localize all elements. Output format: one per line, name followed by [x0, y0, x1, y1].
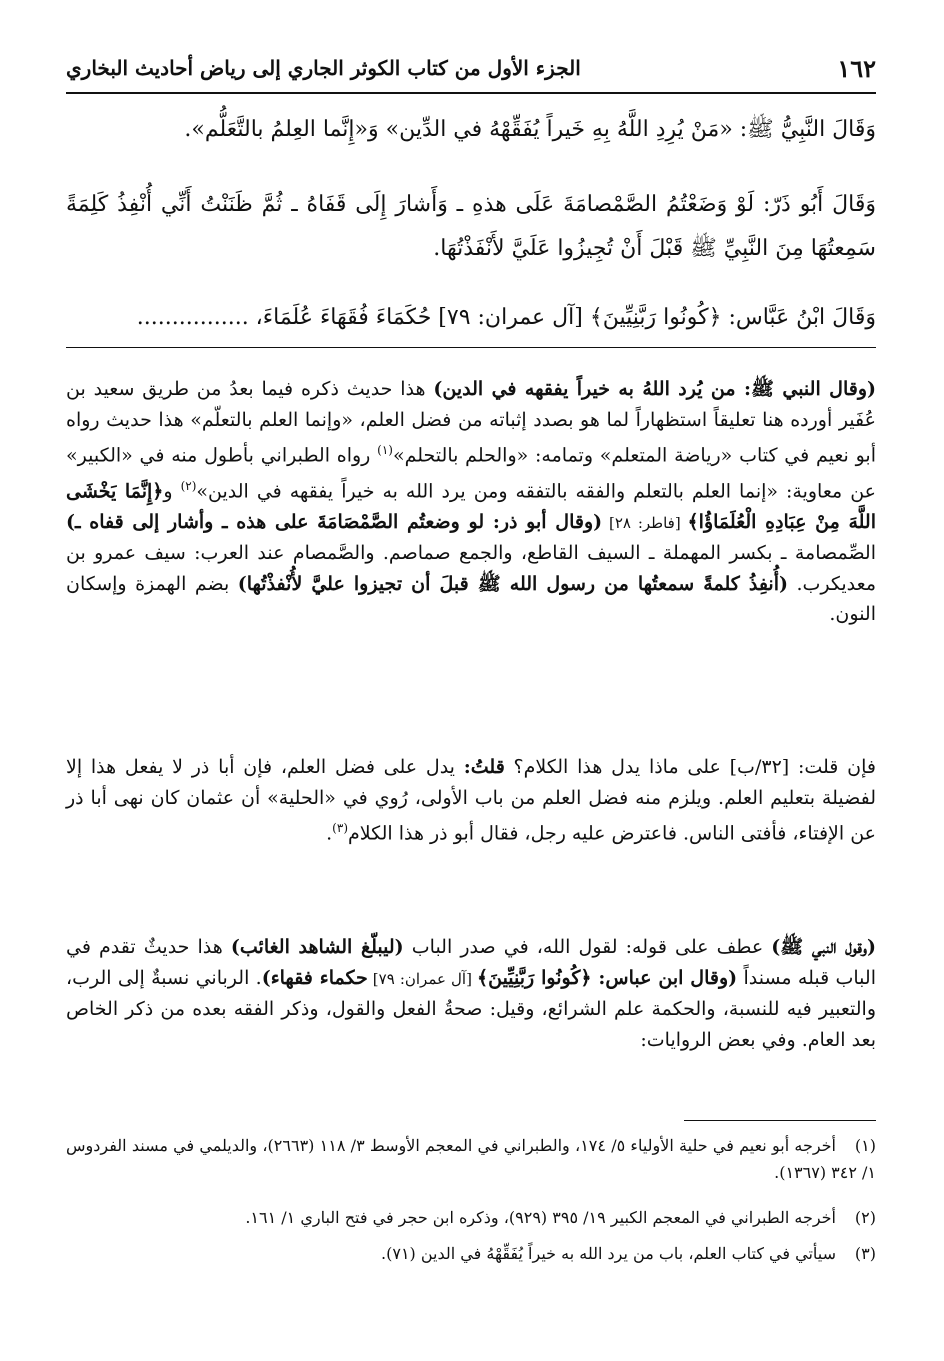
footnote-separator	[684, 1120, 876, 1121]
footnote-number: (٢)	[854, 1208, 876, 1227]
verse-reference: [فاطر: ٢٨]	[602, 513, 688, 532]
header-title: الجزء الأول من كتاب الكوثر الجاري إلى رياض أحاديث البخاري	[66, 56, 581, 80]
commentary-text: فإن قلت: [٣٢/ب] على ماذا يدل هذا الكلام؟	[504, 756, 876, 778]
footnote-ref[interactable]: (٢)	[180, 478, 197, 493]
commentary-text: رواه الطبراني بأطول منه في «الكبير» عن معاوية: «إنما العلم بالتعلم والفقه بالتفقه ومن يرد الله به خيراً يفقهه في الدين»	[66, 444, 876, 503]
sharh-paragraph-1	[66, 374, 876, 630]
sharh-paragraph-2	[66, 752, 876, 849]
commentary-text: بضم الهمزة وإسكان النون.	[66, 572, 876, 626]
quoted-matn: (وقال النبي ﷺ: من يُرد اللهُ به خيراً يفقهه في الدين)	[433, 378, 876, 400]
footnote-ref[interactable]: (٣)	[332, 821, 348, 835]
footnote-2	[66, 1204, 876, 1231]
quoted-matn: (أُنفِذُ كلمةً سمعتُها من رسول الله ﷺ قبلَ أن تجيزوا عليَّ لأُنْفذْتُها)	[237, 572, 788, 595]
quoted-matn: حكماء فقهاء)	[261, 966, 368, 989]
commentary-text: هذا حديثٌ تقدم في الباب قبله مسنداً	[66, 936, 876, 989]
footnote-1	[66, 1132, 876, 1186]
running-header	[66, 48, 876, 88]
footnote-text: أخرجه أبو نعيم في حلية الأولياء ٥/ ١٧٤، والطبراني في المعجم الأوسط ٣/ ١١٨ (٢٦٦٣)، والديلمي في مسند الفردوس ١/ ٣٤٢ (١٣٦٧).	[66, 1136, 876, 1182]
footnote-number: (١)	[854, 1136, 876, 1155]
commentary-text: هذا حديث ذكره فيما بعدُ من طريق سعيد بن عُفَير أورده هنا تعليقاً استظهاراً لما هو بصدد إثباته من فضل العلم، «وإنما العلم بالتعلّم» هذا حديث رواه أبو نعيم في كتاب «رياضة المتعلم» وتمامه: «والحلم بالتحلم»	[66, 378, 876, 467]
page-number: ١٦٢	[837, 53, 876, 83]
matn-paragraph-1: وَقَالَ النَّبِيُّ ﷺ: «مَنْ يُرِدِ اللَّهُ بِهِ خَيراً يُفَقِّهْهُ في الدِّين» وَ«إِنَّما العِلمُ بالتَّعَلُّم».	[184, 117, 876, 142]
commentary-text: و	[163, 480, 181, 503]
answer-label: قلتُ:	[463, 756, 505, 778]
sharh-paragraph-3	[66, 932, 876, 1055]
matn-paragraph-3: وَقَالَ ابْنُ عَبَّاس: ﴿كُونُوا رَبَّنِيِّينَ﴾ [آل عمران: ٧٩] حُكَمَاءَ فُقَهَاءَ عُلَمَاءَ، ................	[136, 305, 876, 330]
commentary-text: . الرباني نسبةٌ إلى الرب، والتعبير فيه للنسبة، والحكمة علم الشرائع، وقيل: صحةُ الفعل والقول، وذكر الفقه بعده من ذكر الخاص بعد العام. وفي بعض الروايات:	[66, 966, 876, 1051]
quoted-matn: (وقال ابن عباس: ﴿كُونُوا رَبَّنِيِّينَ﴾	[476, 966, 738, 989]
footnote-text: سيأتي في كتاب العلم، باب من يرد الله به خيراً يُفَقِّهْهُ في الدين (٧١).	[381, 1244, 836, 1263]
header-rule	[66, 92, 876, 94]
footnote-ref[interactable]: (١)	[377, 443, 393, 457]
commentary-text: عطف على قوله: لقول الله، في صدر الباب	[403, 936, 772, 958]
matn-separator	[66, 347, 876, 348]
commentary-text: .	[326, 822, 333, 845]
verse-reference: [آل عمران: ٧٩]	[367, 969, 477, 988]
quoted-matn: (وقول النبي ﷺ)	[771, 936, 876, 958]
footnote-number: (٣)	[854, 1244, 876, 1263]
quran-verse: ﴿إِنَّمَا يَخْشَى اللَّهَ مِنْ عِبَادِهِ الْعُلَمَاؤُا﴾	[66, 480, 876, 533]
footnote-3	[66, 1240, 876, 1267]
matn-paragraph-2: وَقَالَ أَبُو ذَرّ: لَوْ وَضَعْتُمُ الصَّمْصامَةَ عَلَى هذهِ ـ وَأَشارَ إِلَى قَفَاهُ ـ ثُمَّ ظَنَنْتُ أَنِّي أُنْفِذُ كَلِمَةً سَمِعتُهَا مِنَ النَّبِيِّ ﷺ قَبْلَ أَنْ تُجِيزُوا عَلَيَّ لأَنْفَذْتُهَا.	[66, 192, 876, 261]
commentary-text: يدل على فضل العلم، فإن أبا ذر لا يفعل هذا إلا لفضيلة بتعليم العلم. ويلزم منه فضل العلم من باب الأولى، رُوي في «الحلية» أن عثمان كان نهى أبا ذر عن الإفتاء، فأفتى الناس. فاعترض عليه رجل، فقال أبو ذر هذا الكلام	[66, 756, 876, 845]
footnote-text: أخرجه الطبراني في المعجم الكبير ١٩/ ٣٩٥ (٩٢٩)، وذكره ابن حجر في فتح الباري ١/ ١٦١.	[245, 1208, 836, 1227]
quoted-matn: (وقال أبو ذر: لو وضعتُم الصَّمْصَامَةَ على هذه ـ وأشار إلى قفاه ـ)	[66, 510, 603, 533]
quoted-matn: (ليبلّغ الشاهد الغائب)	[230, 936, 404, 958]
commentary-text: الصِّمصامة ـ بكسر المهملة ـ السيف القاطع، والجمع صماصم. والصَّمصام عند العرب: سيف عمرو بن معديكرب.	[66, 542, 876, 595]
